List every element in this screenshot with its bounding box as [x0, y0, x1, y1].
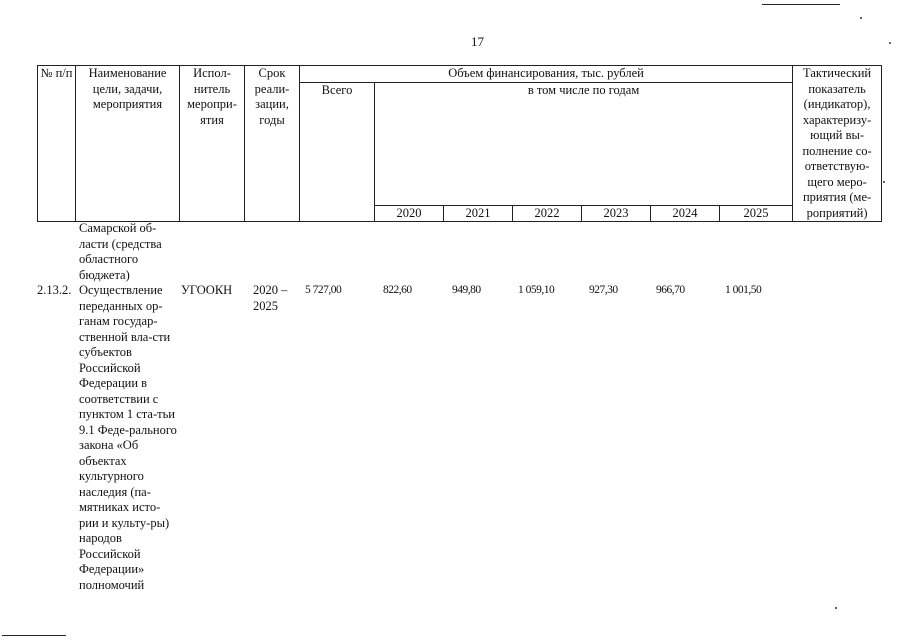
- row-value-2022: 1 059,10: [518, 284, 555, 296]
- row-name: Осуществление переданных ор-ганам государ-ственной вла-сти субъектов Российской Федерации в соответствии с пунктом 1 ста-тьи 9.1 Феде-рального закона «Об объектах культурного наследия (па-мятниках исто-рии и культу-ры) народов Российской Федерации» полномочий: [79, 283, 177, 592]
- row-value-2025: 1 001,50: [725, 284, 762, 296]
- header-name: Наименование цели, задачи, мероприятия: [76, 66, 180, 222]
- header-indicator: Тактический показатель (индикатор), характеризу-ющий вы-полнение со-ответствую-щего меро-приятия (ме-роприятий): [793, 66, 882, 222]
- row-number: 2.13.2.: [37, 283, 72, 297]
- row-executor: УГООКН: [181, 283, 233, 297]
- funding-table-header: [37, 65, 882, 222]
- header-by-years: в том числе по годам: [375, 82, 793, 205]
- header-total: Всего: [300, 82, 375, 222]
- row-total: 5 727,00: [305, 284, 342, 296]
- header-year: 2025: [720, 205, 793, 222]
- header-funding: Объем финансирования, тыс. рублей: [300, 66, 793, 83]
- scan-speck: [835, 607, 837, 609]
- page-number: 17: [471, 34, 484, 49]
- row-value-2021: 949,80: [452, 284, 481, 296]
- row-value-2020: 822,60: [383, 284, 412, 296]
- header-year: 2022: [513, 205, 582, 222]
- scan-speck: [860, 17, 862, 19]
- scan-speck: [883, 181, 885, 183]
- header-year: 2020: [375, 205, 444, 222]
- scan-speck: [889, 42, 891, 44]
- continuation-text: Самарской об-ласти (средства областного бюджета): [79, 221, 162, 282]
- header-number: № п/п: [38, 66, 76, 222]
- header-year: 2023: [582, 205, 651, 222]
- header-year: 2021: [444, 205, 513, 222]
- header-executor: Испол-нитель меропри-ятия: [180, 66, 245, 222]
- row-term: 2020 – 2025: [253, 283, 288, 313]
- header-term: Срок реали-зации, годы: [245, 66, 300, 222]
- header-year: 2024: [651, 205, 720, 222]
- row-value-2024: 966,70: [656, 284, 685, 296]
- bottom-rule: [2, 635, 66, 636]
- row-value-2023: 927,30: [589, 284, 618, 296]
- top-rule: [762, 4, 840, 5]
